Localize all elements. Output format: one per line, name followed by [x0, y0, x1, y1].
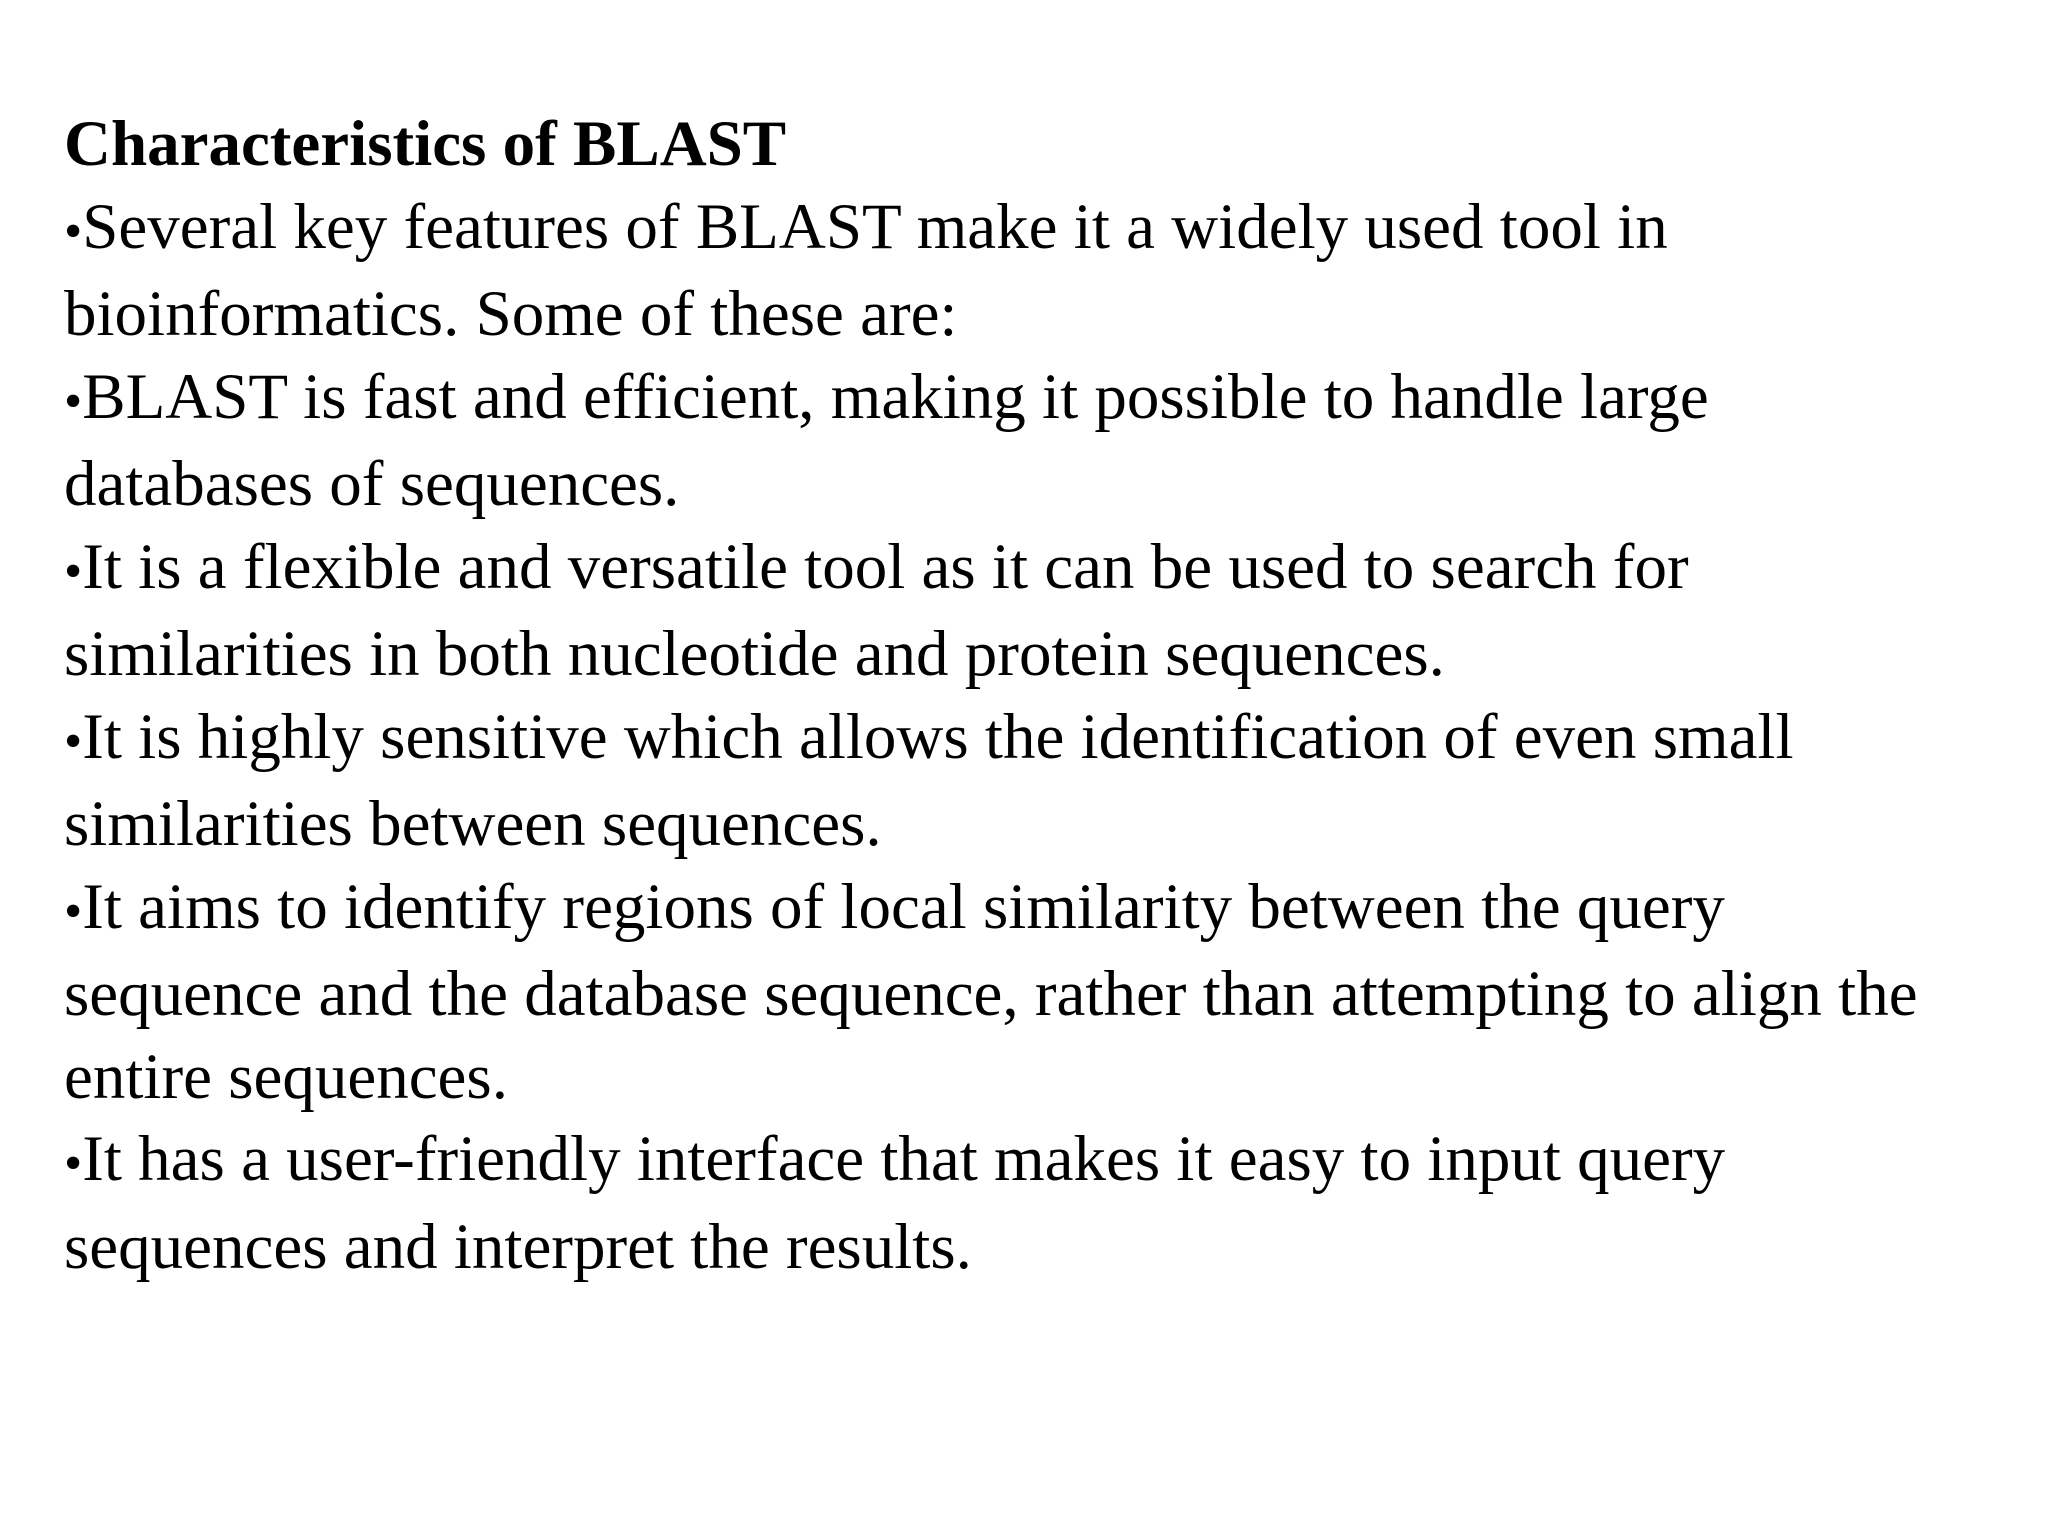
- bullet-icon: •: [64, 542, 83, 600]
- bullet-item: [64, 866, 2039, 1119]
- bullet-icon: •: [64, 712, 83, 770]
- bullet-icon: •: [64, 202, 83, 260]
- bullet-icon: •: [64, 882, 83, 940]
- bullet-text: It aims to identify regions of local similarity between the query: [82, 870, 1725, 943]
- slide-title: Characteristics of BLAST: [64, 108, 787, 180]
- bullet-line: [64, 696, 2039, 784]
- bullet-text: It is a flexible and versatile tool as it can be used to search for: [82, 530, 1689, 603]
- bullet-line: sequence and the database sequence, rather than attempting to align the: [64, 958, 1918, 1030]
- bullet-line: sequences and interpret the results.: [64, 1210, 972, 1283]
- bullet-icon: •: [64, 372, 83, 430]
- bullet-line: databases of sequences.: [64, 448, 680, 520]
- bullet-item: [64, 526, 2039, 696]
- bullet-line: entire sequences.: [64, 1040, 508, 1113]
- bullet-item: [64, 696, 2039, 866]
- bullet-line: [64, 866, 2039, 954]
- bullet-line: [64, 186, 2039, 274]
- bullet-item: [64, 1118, 2039, 1288]
- bullet-text: It is highly sensitive which allows the identification of even small: [82, 700, 1794, 773]
- bullet-icon: •: [64, 1135, 83, 1192]
- bullet-text: It has a user-friendly interface that makes it easy to input query: [82, 1123, 1726, 1195]
- slide-content: [64, 103, 2039, 1288]
- bullet-line: [64, 526, 2039, 614]
- bullet-line: bioinformatics. Some of these are:: [64, 278, 958, 350]
- bullet-line: [64, 356, 2039, 444]
- bullet-item: [64, 356, 2039, 526]
- bullet-line: [64, 1118, 2039, 1206]
- bullet-text: BLAST is fast and efficient, making it possible to handle large: [82, 360, 1709, 433]
- bullet-line: similarities between sequences.: [64, 788, 882, 860]
- bullet-line: similarities in both nucleotide and protein sequences.: [64, 618, 1445, 690]
- bullet-item: [64, 186, 2039, 356]
- bullet-text: Several key features of BLAST make it a widely used tool in: [82, 190, 1668, 263]
